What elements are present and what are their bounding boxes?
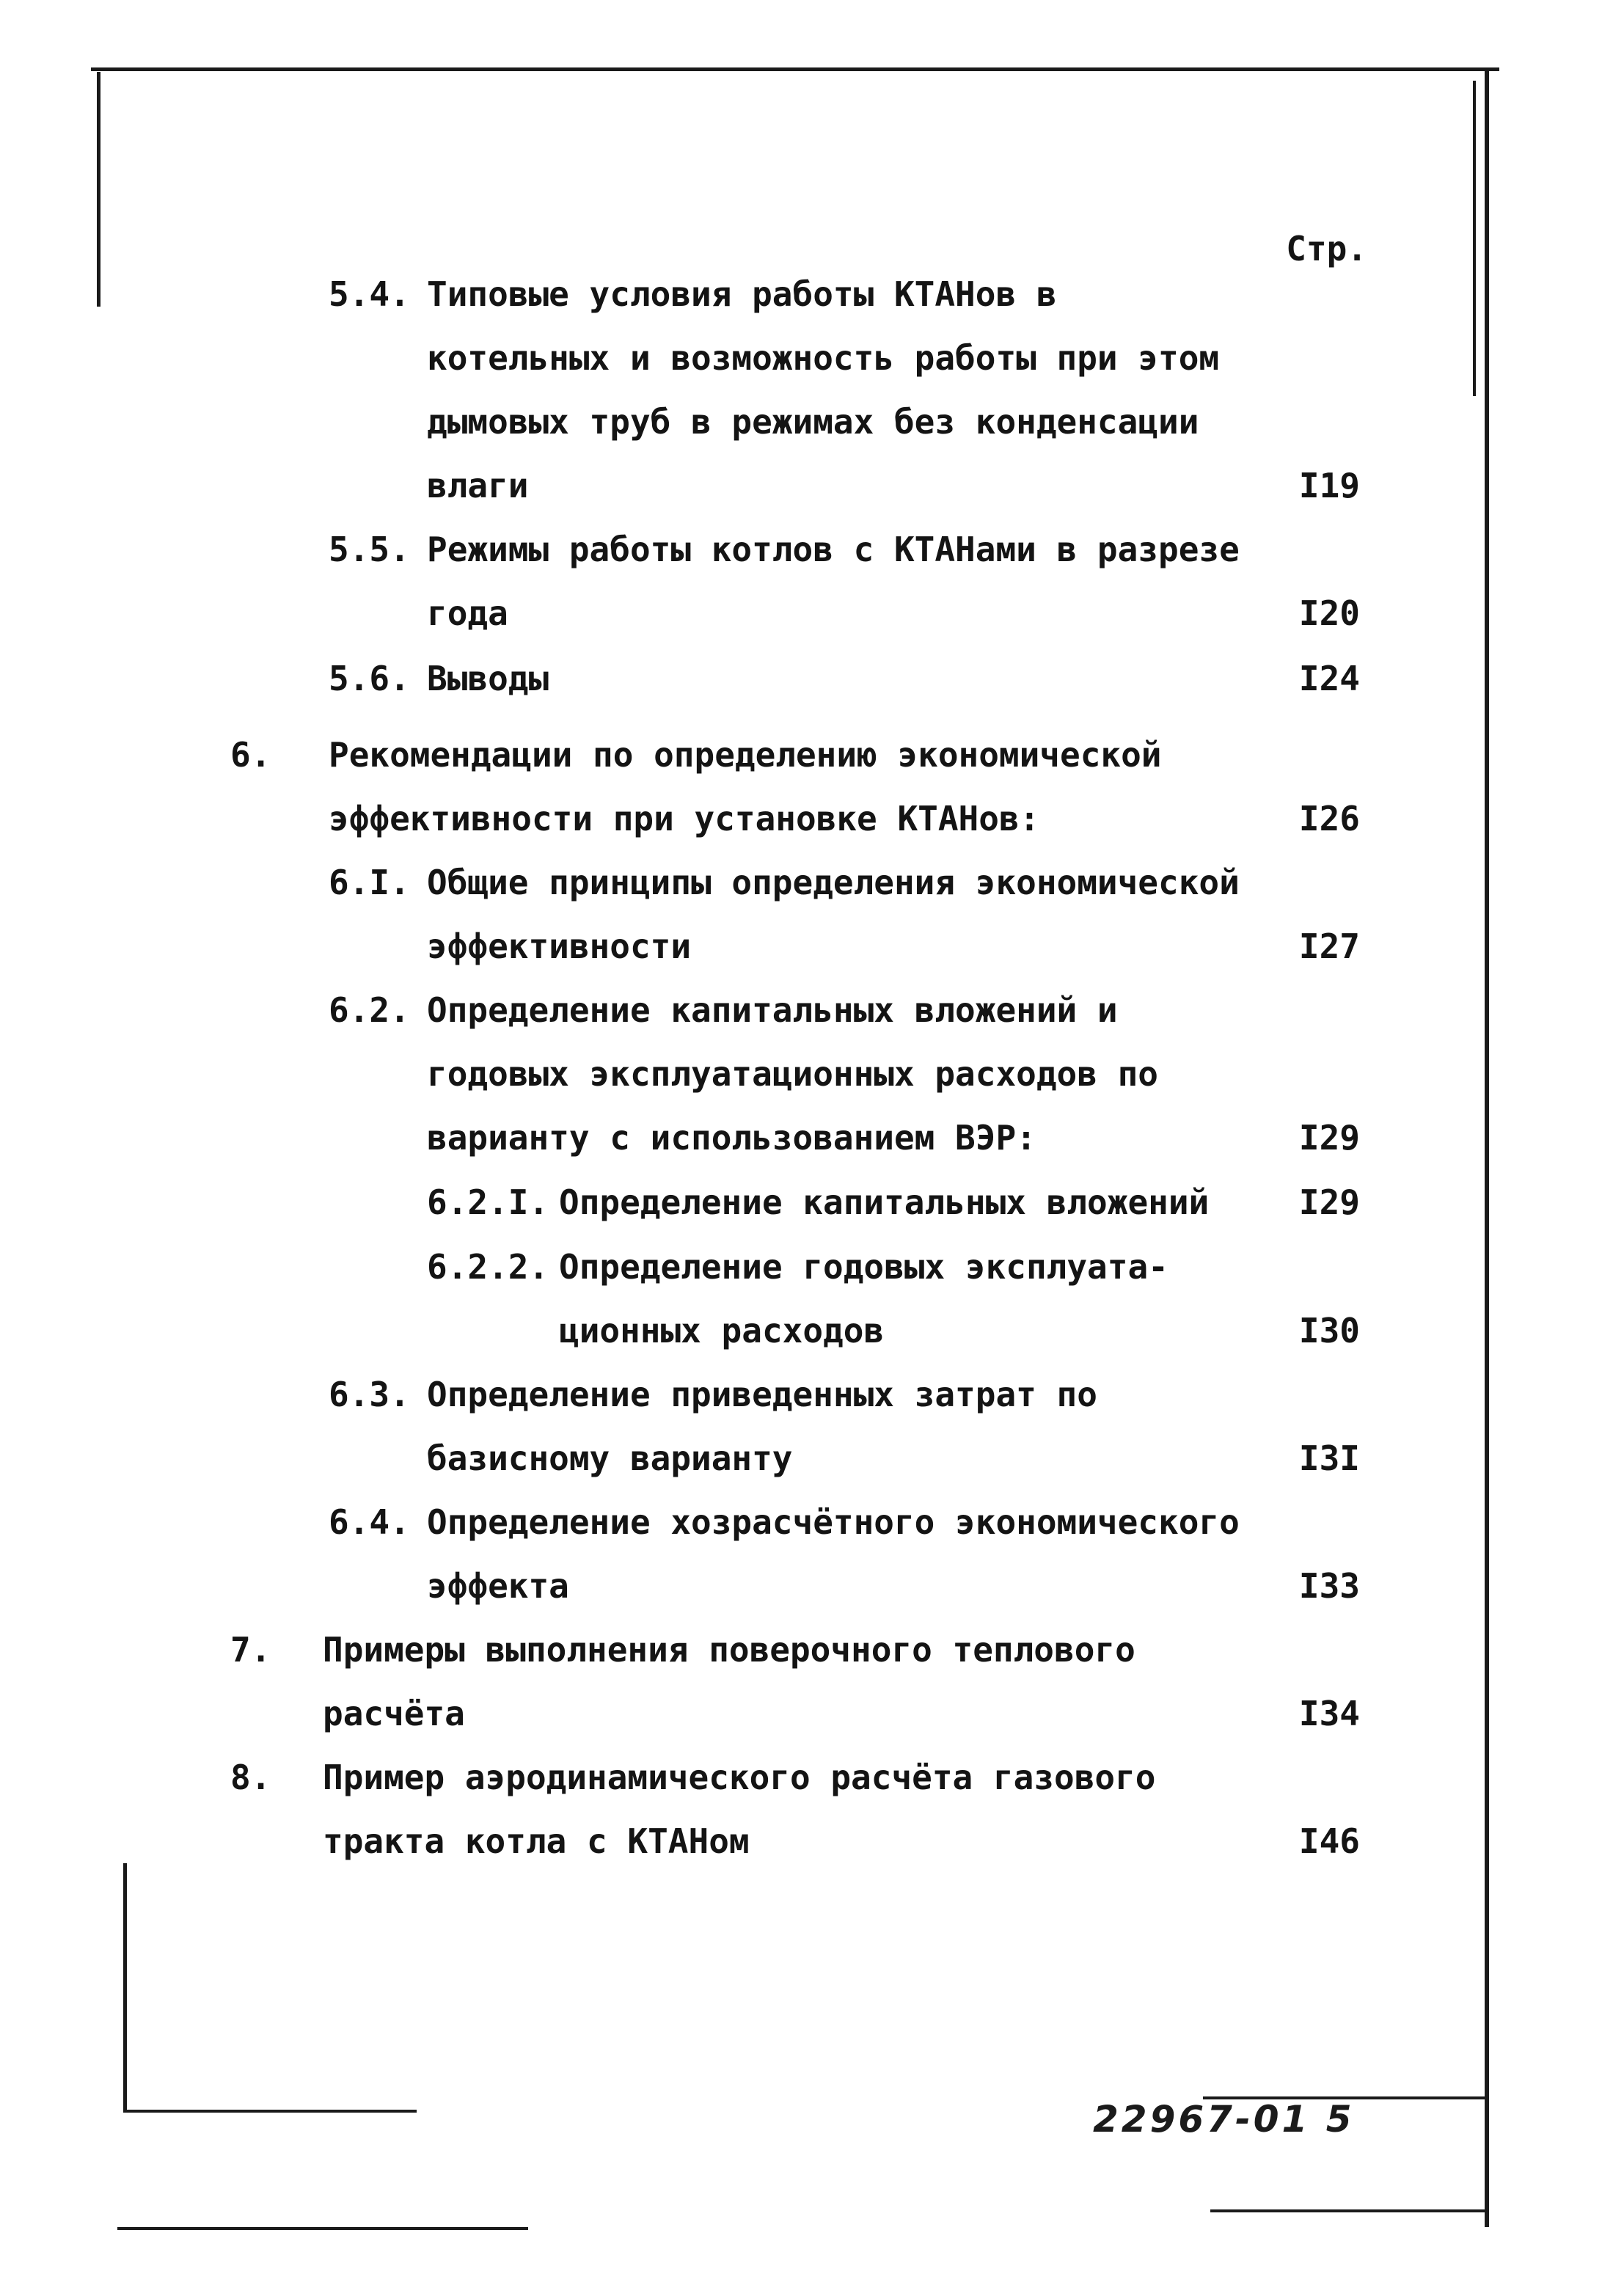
toc-entry-page: I29 bbox=[1298, 1118, 1360, 1158]
toc-entry-title-line: эффекта bbox=[427, 1566, 569, 1606]
toc-entry-page: I24 bbox=[1298, 659, 1360, 698]
toc-entry-title-line: тракта котла с КТАНом bbox=[323, 1821, 750, 1861]
toc-entry-page: I26 bbox=[1298, 799, 1360, 838]
toc-entry-number: 6.4. bbox=[329, 1502, 410, 1542]
toc-entry-title-line: эффективности при установке КТАНов: bbox=[329, 799, 1040, 838]
toc-entry-title-line: года bbox=[427, 593, 508, 633]
toc-entry-page: I3I bbox=[1298, 1438, 1360, 1478]
toc-entry-number: 6. bbox=[230, 735, 271, 775]
toc-entry-page: I33 bbox=[1298, 1566, 1360, 1606]
page-column-label: Стр. bbox=[1286, 229, 1367, 268]
toc-entry-number: 8. bbox=[230, 1758, 271, 1797]
toc-entry-page: I20 bbox=[1298, 593, 1360, 633]
toc-entry-title-line: Определение хозрасчётного экономического bbox=[427, 1502, 1240, 1542]
toc-entry-page: I19 bbox=[1298, 466, 1360, 505]
toc-entry-page: I30 bbox=[1298, 1311, 1360, 1350]
toc-entry-title-line: базисному варианту bbox=[427, 1438, 793, 1478]
toc-entry-number: 6.2.I. bbox=[427, 1182, 549, 1222]
toc-entry-title-line: Определение приведенных затрат по bbox=[427, 1375, 1097, 1414]
toc-entry-title-line: Выводы bbox=[427, 659, 549, 698]
toc-entry-number: 7. bbox=[230, 1630, 271, 1670]
toc-entry-number: 6.I. bbox=[329, 863, 410, 902]
toc-entry-title-line: эффективности bbox=[427, 926, 692, 966]
toc-entry-title-line: годовых эксплуатационных расходов по bbox=[427, 1054, 1158, 1094]
toc-entry-title-line: Примеры выполнения поверочного теплового bbox=[323, 1630, 1135, 1670]
toc-entry-number: 5.4. bbox=[329, 274, 410, 314]
toc-entry-number: 5.5. bbox=[329, 530, 410, 569]
toc-entry-title-line: дымовых труб в режимах без конденсации bbox=[427, 402, 1199, 442]
toc-entry-title-line: Общие принципы определения экономической bbox=[427, 863, 1240, 902]
document-code: 22967-01 5 bbox=[1093, 2098, 1355, 2140]
toc-entry-number: 6.3. bbox=[329, 1375, 410, 1414]
toc-entry-number: 5.6. bbox=[329, 659, 410, 698]
toc-entry-title-line: Типовые условия работы КТАНов в bbox=[427, 274, 1057, 314]
toc-entry-number: 6.2.2. bbox=[427, 1247, 549, 1287]
toc-entry-title-line: варианту с использованием ВЭР: bbox=[427, 1118, 1036, 1158]
toc-entry-title-line: Определение годовых эксплуата- bbox=[559, 1247, 1168, 1287]
toc-entry-page: I27 bbox=[1298, 926, 1360, 966]
toc-entry-title-line: Определение капитальных вложений bbox=[559, 1182, 1210, 1222]
toc-entry-title-line: Режимы работы котлов с КТАНами в разрезе bbox=[427, 530, 1240, 569]
toc-entry-title-line: ционных расходов bbox=[559, 1311, 885, 1350]
toc-entry-number: 6.2. bbox=[329, 990, 410, 1030]
toc-entry-title-line: расчёта bbox=[323, 1694, 465, 1733]
toc-entry-title-line: Рекомендации по определению экономической bbox=[329, 735, 1162, 775]
toc-entry-page: I34 bbox=[1298, 1694, 1360, 1733]
toc-entry-title-line: влаги bbox=[427, 466, 529, 505]
toc-entry-page: I46 bbox=[1298, 1821, 1360, 1861]
toc-entry-title-line: котельных и возможность работы при этом bbox=[427, 338, 1220, 378]
toc-entry-page: I29 bbox=[1298, 1182, 1360, 1222]
toc-entry-title-line: Пример аэродинамического расчёта газового bbox=[323, 1758, 1156, 1797]
toc-entry-title-line: Определение капитальных вложений и bbox=[427, 990, 1118, 1030]
